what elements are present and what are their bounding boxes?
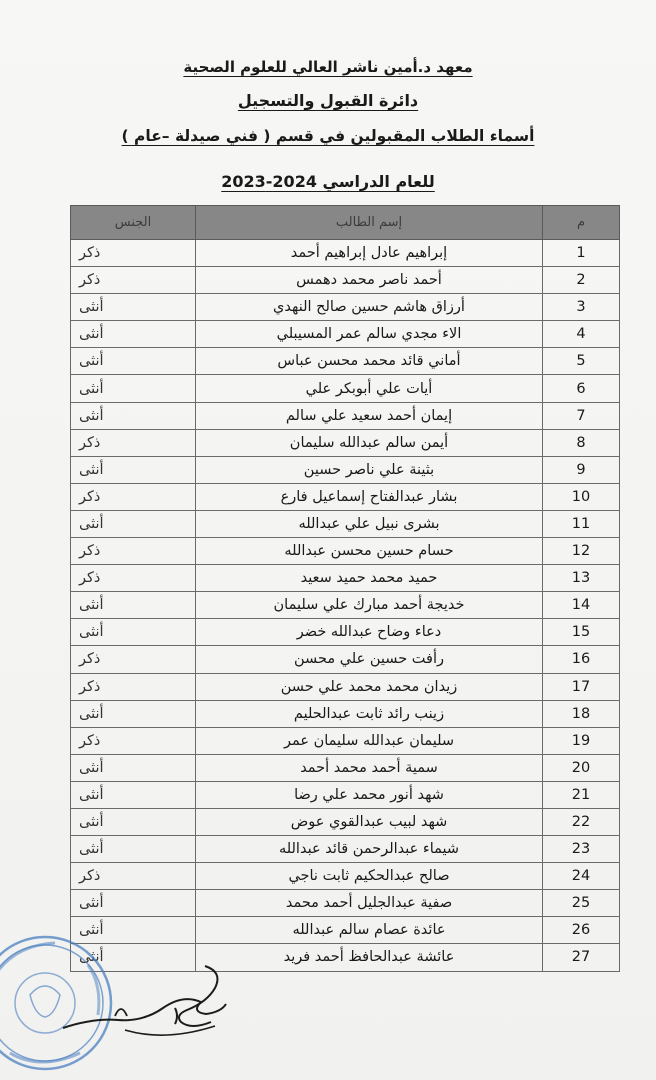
institute-name: معهد د.أمين ناشر العالي للعلوم الصحية xyxy=(183,58,473,76)
student-gender: ذكر xyxy=(71,483,196,510)
table-row xyxy=(71,727,620,754)
student-gender: أنثى xyxy=(71,754,196,781)
table-row xyxy=(71,402,620,429)
row-number: 2 xyxy=(543,267,620,294)
row-number: 20 xyxy=(543,754,620,781)
row-number: 17 xyxy=(543,673,620,700)
table-row xyxy=(71,673,620,700)
academic-year: للعام الدراسي 2024-2023 xyxy=(221,172,435,191)
student-name: حسام حسين محسن عبدالله xyxy=(196,538,543,565)
row-number: 21 xyxy=(543,781,620,808)
student-name: زينب رائد ثابت عبدالحليم xyxy=(196,700,543,727)
table-row xyxy=(71,348,620,375)
table-row xyxy=(71,321,620,348)
student-name: خديجة أحمد مبارك علي سليمان xyxy=(196,592,543,619)
student-gender: أنثى xyxy=(71,321,196,348)
student-gender: أنثى xyxy=(71,402,196,429)
student-gender: أنثى xyxy=(71,592,196,619)
row-number: 5 xyxy=(543,348,620,375)
student-name: أيات علي أبوبكر علي xyxy=(196,375,543,402)
row-number: 11 xyxy=(543,510,620,537)
student-name: أيمن سالم عبدالله سليمان xyxy=(196,429,543,456)
student-gender: أنثى xyxy=(71,510,196,537)
student-gender: أنثى xyxy=(71,375,196,402)
table-row xyxy=(71,429,620,456)
table-row xyxy=(71,456,620,483)
student-gender: ذكر xyxy=(71,565,196,592)
row-number: 9 xyxy=(543,456,620,483)
student-gender: أنثى xyxy=(71,294,196,321)
student-name: أماني قائد محمد محسن عباس xyxy=(196,348,543,375)
row-number: 13 xyxy=(543,565,620,592)
table-row xyxy=(71,808,620,835)
student-gender: أنثى xyxy=(71,700,196,727)
table-row xyxy=(71,646,620,673)
student-name: بثينة علي ناصر حسين xyxy=(196,456,543,483)
student-gender: أنثى xyxy=(71,917,196,944)
student-gender: أنثى xyxy=(71,781,196,808)
row-number: 24 xyxy=(543,863,620,890)
list-title: أسماء الطلاب المقبولين في قسم ( فني صيدلة –عام ) xyxy=(121,127,535,145)
table-row xyxy=(71,592,620,619)
student-gender: أنثى xyxy=(71,890,196,917)
row-number: 19 xyxy=(543,727,620,754)
student-gender: ذكر xyxy=(71,646,196,673)
row-number: 1 xyxy=(543,240,620,267)
student-name: أحمد ناصر محمد دهمس xyxy=(196,267,543,294)
row-number: 8 xyxy=(543,429,620,456)
table-row xyxy=(71,240,620,267)
table-row xyxy=(71,375,620,402)
table-row xyxy=(71,700,620,727)
student-name: إيمان أحمد سعيد علي سالم xyxy=(196,402,543,429)
table-row xyxy=(71,294,620,321)
student-gender: ذكر xyxy=(71,240,196,267)
table-row xyxy=(71,890,620,917)
table-row xyxy=(71,754,620,781)
student-gender: أنثى xyxy=(71,836,196,863)
row-number: 18 xyxy=(543,700,620,727)
table-row xyxy=(71,565,620,592)
table-row xyxy=(71,917,620,944)
student-name: دعاء وضاح عبدالله خضر xyxy=(196,619,543,646)
table-row xyxy=(71,483,620,510)
row-number: 15 xyxy=(543,619,620,646)
student-name: الاء مجدي سالم عمر المسيبلي xyxy=(196,321,543,348)
table-row xyxy=(71,863,620,890)
row-number: 12 xyxy=(543,538,620,565)
student-name: حميد محمد حميد سعيد xyxy=(196,565,543,592)
row-number: 26 xyxy=(543,917,620,944)
student-gender: أنثى xyxy=(71,456,196,483)
student-name: صالح عبدالحكيم ثابت ناجي xyxy=(196,863,543,890)
student-gender: أنثى xyxy=(71,808,196,835)
row-number: 23 xyxy=(543,836,620,863)
student-name: بشار عبدالفتاح إسماعيل فارع xyxy=(196,483,543,510)
student-name: صفية عبدالجليل أحمد محمد xyxy=(196,890,543,917)
student-name: بشرى نبيل علي عبدالله xyxy=(196,510,543,537)
student-gender: ذكر xyxy=(71,429,196,456)
table-row xyxy=(71,836,620,863)
row-number: 25 xyxy=(543,890,620,917)
table-row xyxy=(71,619,620,646)
table-row xyxy=(71,510,620,537)
row-number: 16 xyxy=(543,646,620,673)
student-name: عائشة عبدالحافظ أحمد فريد xyxy=(196,944,543,971)
student-name: رأفت حسين علي محسن xyxy=(196,646,543,673)
student-name: أرزاق هاشم حسين صالح النهدي xyxy=(196,294,543,321)
row-number: 4 xyxy=(543,321,620,348)
table-row xyxy=(71,781,620,808)
column-header-number: م xyxy=(543,206,620,240)
row-number: 7 xyxy=(543,402,620,429)
student-gender: ذكر xyxy=(71,538,196,565)
student-gender: ذكر xyxy=(71,267,196,294)
student-name: إبراهيم عادل إبراهيم أحمد xyxy=(196,240,543,267)
row-number: 6 xyxy=(543,375,620,402)
row-number: 27 xyxy=(543,944,620,971)
student-name: سليمان عبدالله سليمان عمر xyxy=(196,727,543,754)
student-gender: ذكر xyxy=(71,673,196,700)
signature xyxy=(55,958,275,1048)
row-number: 22 xyxy=(543,808,620,835)
students-table xyxy=(70,205,620,972)
table-row xyxy=(71,267,620,294)
student-gender: أنثى xyxy=(71,348,196,375)
student-name: عائدة عصام سالم عبدالله xyxy=(196,917,543,944)
row-number: 14 xyxy=(543,592,620,619)
row-number: 3 xyxy=(543,294,620,321)
student-gender: أنثى xyxy=(71,619,196,646)
table-row xyxy=(71,538,620,565)
student-name: شيماء عبدالرحمن قائد عبدالله xyxy=(196,836,543,863)
row-number: 10 xyxy=(543,483,620,510)
department-name: دائرة القبول والتسجيل xyxy=(237,91,419,110)
student-gender: ذكر xyxy=(71,727,196,754)
student-name: شهد لبيب عبدالقوي عوض xyxy=(196,808,543,835)
table-header-row xyxy=(71,206,620,240)
column-header-gender: الجنس xyxy=(71,206,196,240)
student-name: شهد أنور محمد علي رضا xyxy=(196,781,543,808)
column-header-name: إسم الطالب xyxy=(196,206,543,240)
student-name: زيدان محمد محمد علي حسن xyxy=(196,673,543,700)
student-name: سمية أحمد محمد أحمد xyxy=(196,754,543,781)
student-gender: ذكر xyxy=(71,863,196,890)
student-gender: أنثى xyxy=(71,944,196,971)
